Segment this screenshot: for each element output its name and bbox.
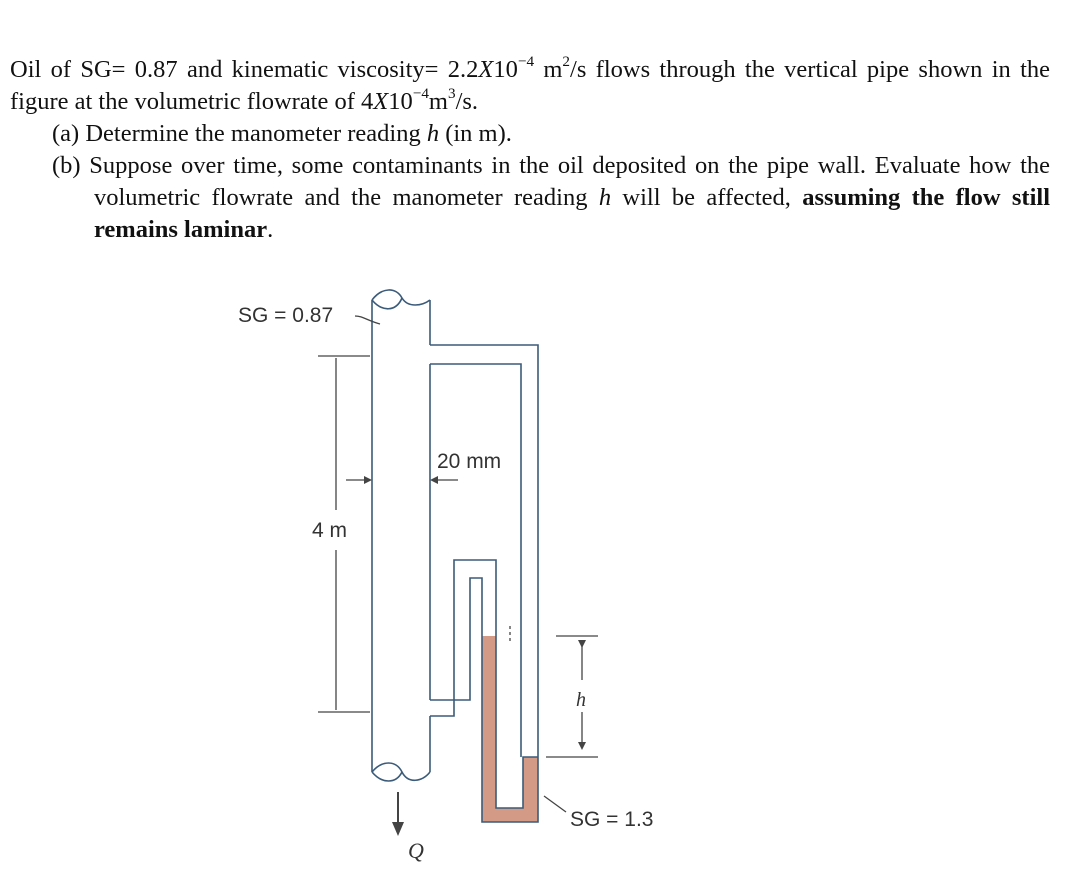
length-label: 4 m (312, 519, 348, 542)
part-b: (b) Suppose over time, some contaminants in the oil deposited on the pipe wall. Evaluate how the volumetric flowrate and the manometer reading h will be affected, assuming the flow still remains laminar. (52, 152, 1051, 243)
laminar-assumption: assuming the flow still remains laminar (94, 184, 1051, 243)
flow-label: Q (408, 838, 424, 863)
manometer-sg-label: SG = 1.3 (570, 808, 654, 831)
fluid-leader-line (544, 796, 566, 812)
diameter-label: 20 mm (437, 450, 502, 473)
part-a-label: (a) (52, 120, 80, 147)
h-label: h (576, 689, 586, 711)
flow-arrowhead (392, 822, 404, 836)
part-a: (a) Determine the manometer reading h (in m). (52, 120, 512, 147)
vertical-pipe (372, 290, 430, 781)
manometer-fluid (482, 636, 538, 822)
part-b-label: (b) (52, 152, 81, 179)
oil-sg-label: SG = 0.87 (238, 304, 334, 327)
problem-intro: Oil of SG= 0.87 and kinematic viscosity= $2.2X10^{-4}$ $m^2/s$ flows through the vertical pipe shown in the figure at the volumetric flowrate of $4X10^{-4}m^3/s$. (10, 53, 1050, 115)
oil-leader-line (355, 316, 380, 324)
